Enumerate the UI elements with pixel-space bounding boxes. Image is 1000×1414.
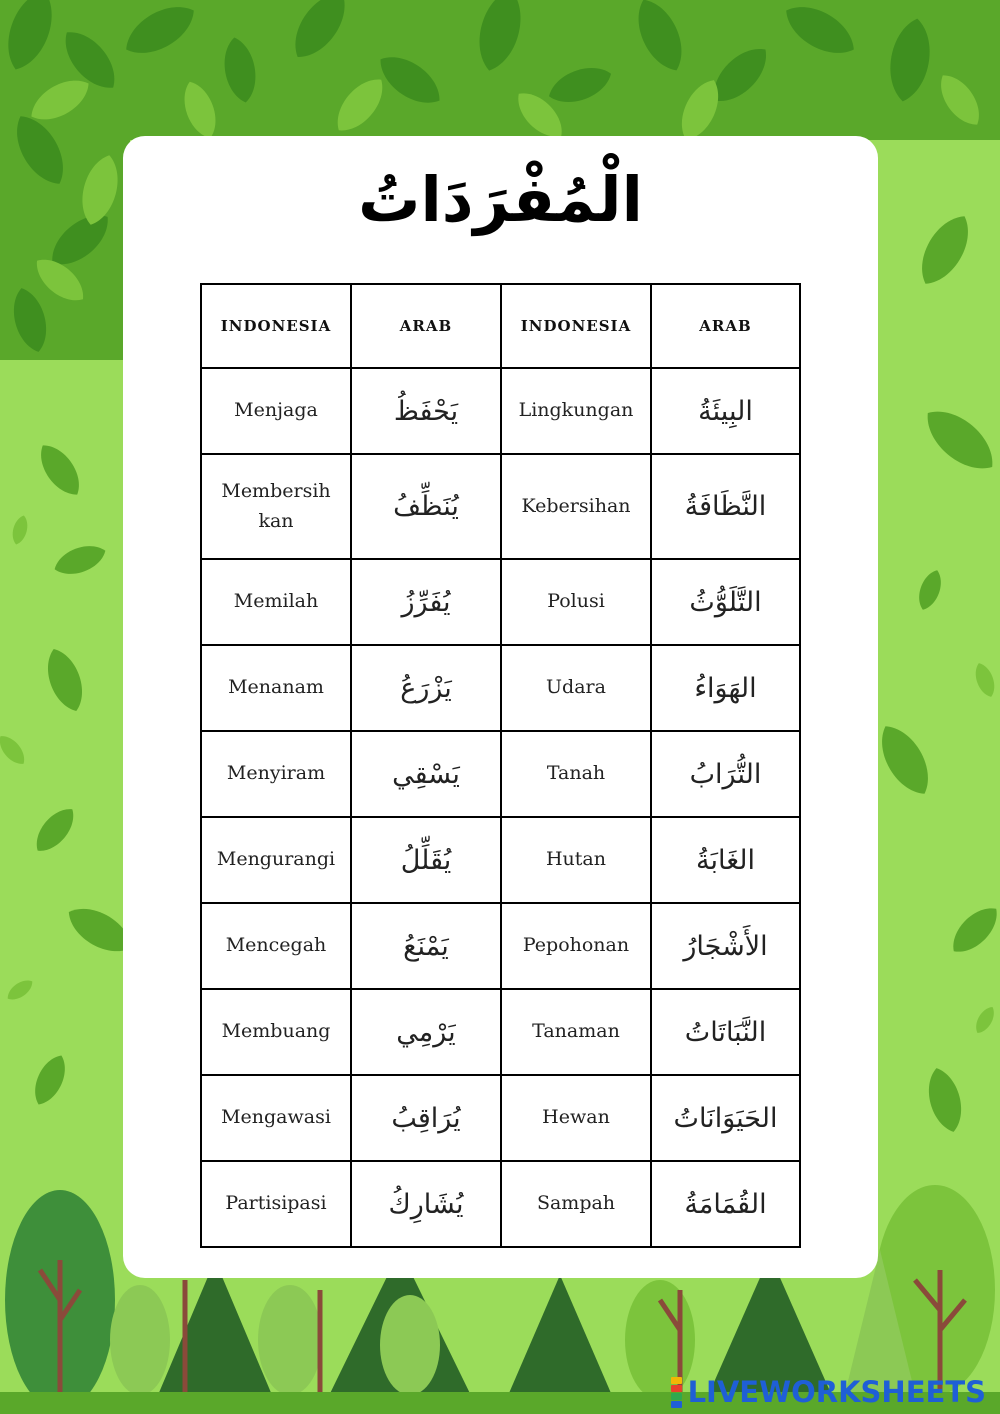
indonesian-word: Udara bbox=[501, 645, 651, 731]
table-row bbox=[201, 454, 800, 559]
header-arab: ARAB bbox=[351, 284, 501, 368]
table-row bbox=[201, 989, 800, 1075]
indonesian-word: Mengawasi bbox=[201, 1075, 351, 1161]
indonesian-word: Menyiram bbox=[201, 731, 351, 817]
arabic-word: التُّرَابُ bbox=[651, 731, 800, 817]
arabic-word: التَّلَوُّثُ bbox=[651, 559, 800, 645]
indonesian-word: Partisipasi bbox=[201, 1161, 351, 1247]
header-indonesia: INDONESIA bbox=[201, 284, 351, 368]
arabic-word: يَرْمِي bbox=[351, 989, 501, 1075]
liveworksheets-icon bbox=[671, 1377, 682, 1408]
indonesian-word: Mencegah bbox=[201, 903, 351, 989]
table-row bbox=[201, 1075, 800, 1161]
arabic-word: يُرَاقِبُ bbox=[351, 1075, 501, 1161]
indonesian-word: Pepohonan bbox=[501, 903, 651, 989]
arabic-word: يَزْرَعُ bbox=[351, 645, 501, 731]
table-row bbox=[201, 559, 800, 645]
liveworksheets-logo bbox=[671, 1374, 986, 1410]
indonesian-word: Kebersihan bbox=[501, 454, 651, 559]
header-arab-2: ARAB bbox=[651, 284, 800, 368]
table-row bbox=[201, 903, 800, 989]
table-row bbox=[201, 1161, 800, 1247]
indonesian-word: Mengurangi bbox=[201, 817, 351, 903]
indonesian-word: Membuang bbox=[201, 989, 351, 1075]
arabic-word: يُقَلِّلُ bbox=[351, 817, 501, 903]
page-title: الْمُفْرَدَاتُ bbox=[358, 163, 643, 236]
arabic-word: يُفَرِّزُ bbox=[351, 559, 501, 645]
header-indonesia-2: INDONESIA bbox=[501, 284, 651, 368]
vocabulary-card bbox=[123, 136, 878, 1278]
arabic-word: الحَيَوَانَاتُ bbox=[651, 1075, 800, 1161]
arabic-word: يَسْقِي bbox=[351, 731, 501, 817]
table-header-row bbox=[201, 284, 800, 368]
table-row bbox=[201, 731, 800, 817]
arabic-word: الغَابَةُ bbox=[651, 817, 800, 903]
arabic-word: النَّظَافَةُ bbox=[651, 454, 800, 559]
arabic-word: يُشَارِكُ bbox=[351, 1161, 501, 1247]
indonesian-word: Sampah bbox=[501, 1161, 651, 1247]
indonesian-word: Membersih kan bbox=[201, 454, 351, 559]
arabic-word: يُنَظِّفُ bbox=[351, 454, 501, 559]
table-row bbox=[201, 645, 800, 731]
indonesian-word: Hewan bbox=[501, 1075, 651, 1161]
table-row bbox=[201, 368, 800, 454]
arabic-word: القُمَامَةُ bbox=[651, 1161, 800, 1247]
indonesian-word: Memilah bbox=[201, 559, 351, 645]
indonesian-word: Polusi bbox=[501, 559, 651, 645]
indonesian-word: Tanaman bbox=[501, 989, 651, 1075]
indonesian-word: Tanah bbox=[501, 731, 651, 817]
indonesian-word: Hutan bbox=[501, 817, 651, 903]
vocabulary-table bbox=[200, 283, 801, 1248]
brand-name: LIVEWORKSHEETS bbox=[687, 1375, 986, 1409]
arabic-word: الهَوَاءُ bbox=[651, 645, 800, 731]
indonesian-word: Menanam bbox=[201, 645, 351, 731]
arabic-word: الأَشْجَارُ bbox=[651, 903, 800, 989]
indonesian-word: Menjaga bbox=[201, 368, 351, 454]
arabic-word: النَّبَاتَاتُ bbox=[651, 989, 800, 1075]
arabic-word: يَمْنَعُ bbox=[351, 903, 501, 989]
indonesian-word: Lingkungan bbox=[501, 368, 651, 454]
arabic-word: البِيئَةُ bbox=[651, 368, 800, 454]
table-row bbox=[201, 817, 800, 903]
arabic-word: يَحْفَظُ bbox=[351, 368, 501, 454]
